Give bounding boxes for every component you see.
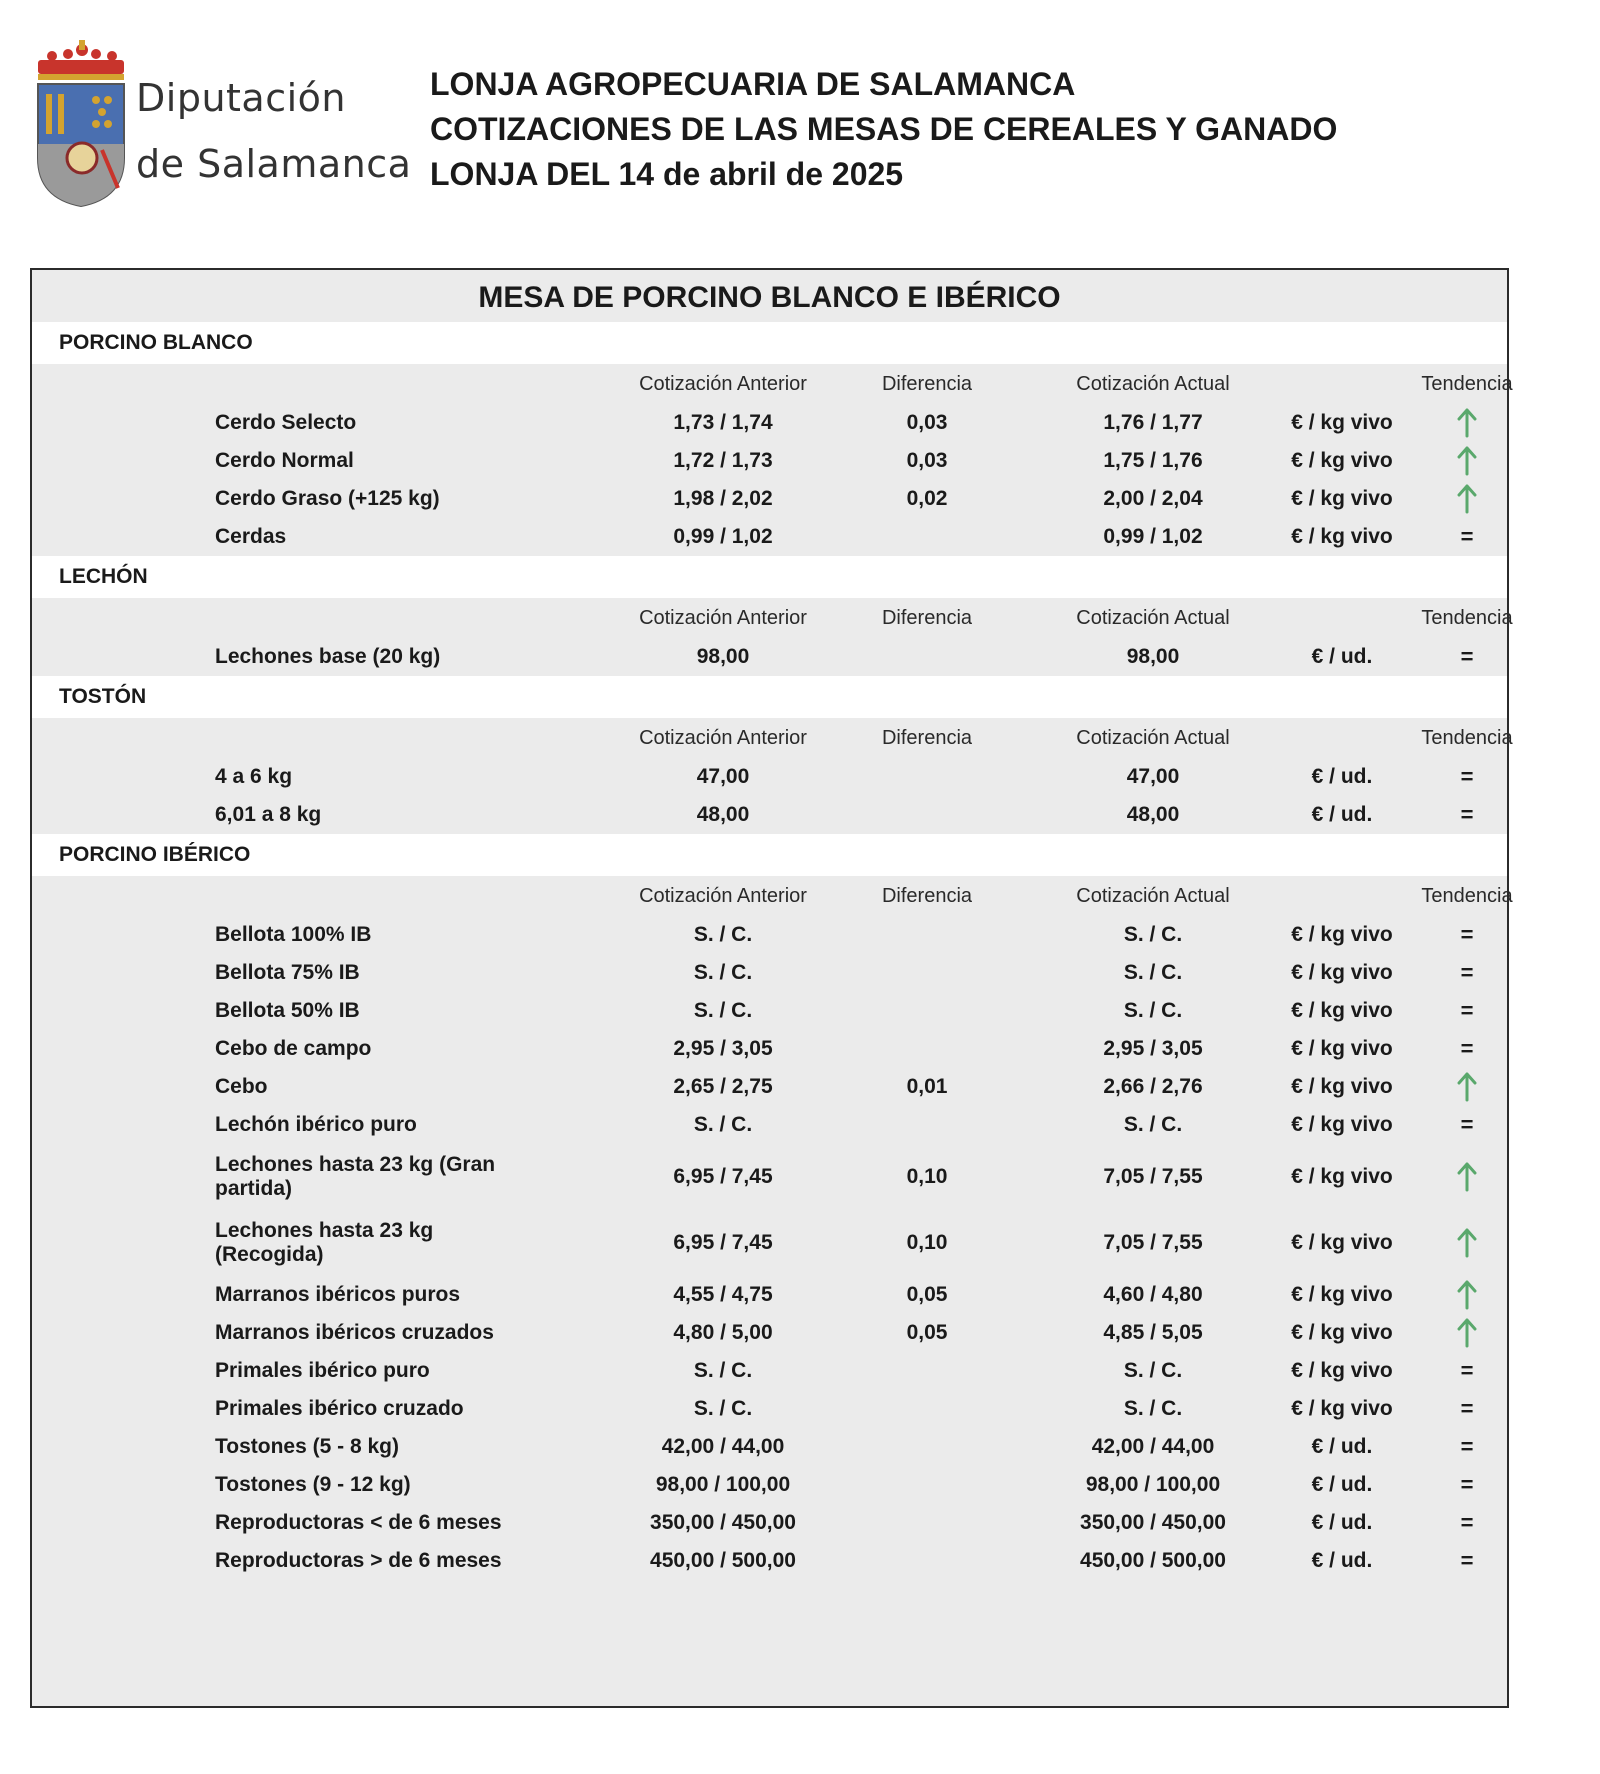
logo-text-line2: de Salamanca xyxy=(136,142,412,186)
unit-label: € / ud. xyxy=(1311,1549,1373,1572)
unit-label: € / ud. xyxy=(1311,1473,1373,1496)
current-quote: 47,00 xyxy=(1126,765,1180,788)
current-quote: 2,66 / 2,76 xyxy=(1103,1075,1203,1098)
difference-value xyxy=(862,1352,992,1390)
table-row xyxy=(32,480,1507,518)
trend-equal: = xyxy=(1460,1548,1474,1573)
difference-value: 0,03 xyxy=(906,411,948,434)
column-header-row xyxy=(32,598,1513,638)
column-header-trend: Tendencia xyxy=(1421,884,1513,907)
previous-quote: S. / C. xyxy=(693,1397,753,1420)
product-name: Primales ibérico puro xyxy=(215,1359,430,1382)
difference-value: 0,05 xyxy=(906,1321,948,1344)
table-row xyxy=(32,1068,1507,1106)
trend-up-arrow-icon xyxy=(1427,1314,1507,1352)
unit-label: € / kg vivo xyxy=(1291,923,1393,946)
unit-label: € / kg vivo xyxy=(1291,1397,1393,1420)
unit-label: € / kg vivo xyxy=(1291,1321,1393,1344)
trend-equal: = xyxy=(1460,524,1474,549)
column-header-previous: Cotización Anterior xyxy=(639,606,807,629)
difference-value xyxy=(862,1390,992,1428)
trend-equal: = xyxy=(1460,764,1474,789)
difference-value xyxy=(862,1030,992,1068)
trend-equal: = xyxy=(1460,1510,1474,1535)
current-quote: S. / C. xyxy=(1123,961,1183,984)
trend-equal: = xyxy=(1460,960,1474,985)
trend-equal: = xyxy=(1460,644,1474,669)
column-header-row xyxy=(32,364,1513,404)
section-header: TOSTÓN xyxy=(32,676,1507,718)
product-name: Lechón ibérico puro xyxy=(215,1113,417,1136)
previous-quote: S. / C. xyxy=(693,961,753,984)
column-header-current: Cotización Actual xyxy=(1076,606,1230,629)
unit-label: € / kg vivo xyxy=(1291,999,1393,1022)
document-headline xyxy=(430,62,1337,197)
current-quote: 350,00 / 450,00 xyxy=(1080,1511,1226,1534)
column-header-row xyxy=(32,876,1513,916)
current-quote: 98,00 xyxy=(1126,645,1180,668)
unit-label: € / kg vivo xyxy=(1291,1359,1393,1382)
difference-value: 0,10 xyxy=(906,1231,948,1254)
trend-up-arrow-icon xyxy=(1427,1068,1507,1106)
previous-quote: 450,00 / 500,00 xyxy=(650,1549,796,1572)
previous-quote: S. / C. xyxy=(693,999,753,1022)
unit-label: € / kg vivo xyxy=(1291,1075,1393,1098)
trend-equal: = xyxy=(1460,1112,1474,1137)
product-name: Reproductoras > de 6 meses xyxy=(215,1549,502,1572)
table-row xyxy=(32,1390,1507,1428)
column-header-difference: Diferencia xyxy=(881,884,973,907)
table-row xyxy=(32,638,1507,676)
table-row xyxy=(32,796,1507,834)
difference-value xyxy=(862,796,992,834)
previous-quote: S. / C. xyxy=(693,923,753,946)
diputacion-salamanca-logo xyxy=(32,38,412,208)
current-quote: 450,00 / 500,00 xyxy=(1080,1549,1226,1572)
product-name: Lechones hasta 23 kg (Recogida) xyxy=(215,1219,434,1266)
table-row xyxy=(32,1542,1507,1580)
trend-equal: = xyxy=(1460,1036,1474,1061)
current-quote: 0,99 / 1,02 xyxy=(1103,525,1203,548)
table-row xyxy=(32,1276,1507,1314)
section-header: PORCINO BLANCO xyxy=(32,322,1507,364)
product-name: Lechones base (20 kg) xyxy=(215,645,441,668)
current-quote: 4,85 / 5,05 xyxy=(1103,1321,1203,1344)
difference-value xyxy=(862,518,992,556)
table-row xyxy=(32,758,1507,796)
previous-quote: S. / C. xyxy=(693,1113,753,1136)
column-header-current: Cotización Actual xyxy=(1076,884,1230,907)
trend-up-arrow-icon xyxy=(1427,404,1507,442)
difference-value xyxy=(862,638,992,676)
current-quote: 4,60 / 4,80 xyxy=(1103,1283,1203,1306)
previous-quote: 1,98 / 2,02 xyxy=(673,487,773,510)
column-header-previous: Cotización Anterior xyxy=(639,884,807,907)
unit-label: € / kg vivo xyxy=(1291,1283,1393,1306)
product-name: Bellota 75% IB xyxy=(215,961,360,984)
unit-label: € / kg vivo xyxy=(1291,1113,1393,1136)
previous-quote: 4,55 / 4,75 xyxy=(673,1283,773,1306)
difference-value xyxy=(862,916,992,954)
section-header: PORCINO IBÉRICO xyxy=(32,834,1507,876)
column-header-previous: Cotización Anterior xyxy=(639,372,807,395)
product-name: 4 a 6 kg xyxy=(215,765,293,788)
product-name: Bellota 100% IB xyxy=(215,923,372,946)
trend-equal: = xyxy=(1460,922,1474,947)
table-row xyxy=(32,1144,1507,1210)
previous-quote: 6,95 / 7,45 xyxy=(673,1231,773,1254)
previous-quote: 6,95 / 7,45 xyxy=(673,1165,773,1188)
current-quote: 42,00 / 44,00 xyxy=(1091,1435,1215,1458)
previous-quote: 1,73 / 1,74 xyxy=(673,411,773,434)
column-header-difference: Diferencia xyxy=(881,726,973,749)
section-header: LECHÓN xyxy=(32,556,1507,598)
headline-line3: LONJA DEL 14 de abril de 2025 xyxy=(430,156,904,192)
current-quote: 7,05 / 7,55 xyxy=(1103,1165,1203,1188)
unit-label: € / ud. xyxy=(1311,1511,1373,1534)
difference-value xyxy=(862,954,992,992)
unit-label: € / kg vivo xyxy=(1291,449,1393,472)
product-name: Reproductoras < de 6 meses xyxy=(215,1511,502,1534)
headline-line2: COTIZACIONES DE LAS MESAS DE CEREALES Y GANADO xyxy=(430,111,1338,147)
unit-label: € / kg vivo xyxy=(1291,487,1393,510)
current-quote: S. / C. xyxy=(1123,923,1183,946)
product-name: Cerdas xyxy=(215,525,287,548)
difference-value: 0,05 xyxy=(906,1283,948,1306)
current-quote: 48,00 xyxy=(1126,803,1180,826)
difference-value: 0,03 xyxy=(906,449,948,472)
previous-quote: 350,00 / 450,00 xyxy=(650,1511,796,1534)
table-row xyxy=(32,1428,1507,1466)
trend-up-arrow-icon xyxy=(1427,442,1507,480)
previous-quote: 42,00 / 44,00 xyxy=(661,1435,785,1458)
difference-value xyxy=(862,1504,992,1542)
difference-value xyxy=(862,1542,992,1580)
table-row xyxy=(32,954,1507,992)
current-quote: S. / C. xyxy=(1123,1397,1183,1420)
column-header-current: Cotización Actual xyxy=(1076,726,1230,749)
current-quote: 2,00 / 2,04 xyxy=(1103,487,1203,510)
unit-label: € / ud. xyxy=(1311,803,1373,826)
unit-label: € / kg vivo xyxy=(1291,411,1393,434)
column-header-row xyxy=(32,718,1513,758)
product-name: Primales ibérico cruzado xyxy=(215,1397,464,1420)
table-row xyxy=(32,1314,1507,1352)
unit-label: € / kg vivo xyxy=(1291,525,1393,548)
product-name: Lechones hasta 23 kg (Gran partida) xyxy=(215,1153,496,1200)
table-row xyxy=(32,1210,1507,1276)
product-name: Cerdo Graso (+125 kg) xyxy=(215,487,440,510)
previous-quote: 2,95 / 3,05 xyxy=(673,1037,773,1060)
product-name: 6,01 a 8 kg xyxy=(215,803,322,826)
trend-equal: = xyxy=(1460,1358,1474,1383)
trend-equal: = xyxy=(1460,1434,1474,1459)
product-name: Bellota 50% IB xyxy=(215,999,360,1022)
trend-up-arrow-icon xyxy=(1427,480,1507,518)
column-header-trend: Tendencia xyxy=(1421,606,1513,629)
table-row xyxy=(32,1106,1507,1144)
quotes-table xyxy=(30,268,1513,1708)
current-quote: S. / C. xyxy=(1123,1113,1183,1136)
table-row xyxy=(32,1352,1507,1390)
difference-value xyxy=(862,1466,992,1504)
table-row xyxy=(32,518,1507,556)
unit-label: € / kg vivo xyxy=(1291,1231,1393,1254)
previous-quote: 98,00 / 100,00 xyxy=(655,1473,791,1496)
coat-of-arms-icon xyxy=(32,38,132,208)
difference-value xyxy=(862,1106,992,1144)
trend-up-arrow-icon xyxy=(1427,1144,1507,1210)
trend-up-arrow-icon xyxy=(1427,1276,1507,1314)
unit-label: € / ud. xyxy=(1311,1435,1373,1458)
table-row xyxy=(32,1466,1507,1504)
current-quote: 2,95 / 3,05 xyxy=(1103,1037,1203,1060)
product-name: Tostones (9 - 12 kg) xyxy=(215,1473,411,1496)
trend-equal: = xyxy=(1460,1396,1474,1421)
product-name: Tostones (5 - 8 kg) xyxy=(215,1435,399,1458)
unit-label: € / ud. xyxy=(1311,765,1373,788)
product-name: Marranos ibéricos cruzados xyxy=(215,1321,494,1344)
difference-value: 0,10 xyxy=(906,1165,948,1188)
product-name: Cebo xyxy=(215,1075,268,1098)
previous-quote: 2,65 / 2,75 xyxy=(673,1075,773,1098)
logo-text-line1: Diputación xyxy=(136,76,346,120)
table-row xyxy=(32,404,1507,442)
current-quote: 98,00 / 100,00 xyxy=(1085,1473,1221,1496)
difference-value: 0,01 xyxy=(906,1075,948,1098)
column-header-difference: Diferencia xyxy=(881,606,973,629)
table-title: MESA DE PORCINO BLANCO E IBÉRICO xyxy=(478,281,1061,314)
trend-equal: = xyxy=(1460,1472,1474,1497)
table-row xyxy=(32,1030,1507,1068)
difference-value xyxy=(862,1428,992,1466)
difference-value: 0,02 xyxy=(906,487,948,510)
unit-label: € / kg vivo xyxy=(1291,961,1393,984)
product-name: Cerdo Selecto xyxy=(215,411,357,434)
previous-quote: 47,00 xyxy=(696,765,750,788)
table-row xyxy=(32,916,1507,954)
previous-quote: 4,80 / 5,00 xyxy=(673,1321,773,1344)
previous-quote: 1,72 / 1,73 xyxy=(673,449,773,472)
current-quote: 1,76 / 1,77 xyxy=(1103,411,1203,434)
product-name: Marranos ibéricos puros xyxy=(215,1283,461,1306)
current-quote: S. / C. xyxy=(1123,1359,1183,1382)
difference-value xyxy=(862,992,992,1030)
column-header-previous: Cotización Anterior xyxy=(639,726,807,749)
table-row xyxy=(32,1504,1507,1542)
trend-equal: = xyxy=(1460,998,1474,1023)
trend-equal: = xyxy=(1460,802,1474,827)
current-quote: S. / C. xyxy=(1123,999,1183,1022)
current-quote: 7,05 / 7,55 xyxy=(1103,1231,1203,1254)
previous-quote: S. / C. xyxy=(693,1359,753,1382)
previous-quote: 98,00 xyxy=(696,645,750,668)
previous-quote: 0,99 / 1,02 xyxy=(673,525,773,548)
headline-line1: LONJA AGROPECUARIA DE SALAMANCA xyxy=(430,66,1076,102)
column-header-difference: Diferencia xyxy=(881,372,973,395)
unit-label: € / kg vivo xyxy=(1291,1165,1393,1188)
table-row xyxy=(32,992,1507,1030)
unit-label: € / ud. xyxy=(1311,645,1373,668)
difference-value xyxy=(862,758,992,796)
previous-quote: 48,00 xyxy=(696,803,750,826)
current-quote: 1,75 / 1,76 xyxy=(1103,449,1203,472)
table-row xyxy=(32,442,1507,480)
column-header-trend: Tendencia xyxy=(1421,726,1513,749)
column-header-trend: Tendencia xyxy=(1421,372,1513,395)
unit-label: € / kg vivo xyxy=(1291,1037,1393,1060)
product-name: Cebo de campo xyxy=(215,1037,372,1060)
trend-up-arrow-icon xyxy=(1427,1210,1507,1276)
product-name: Cerdo Normal xyxy=(215,449,354,472)
column-header-current: Cotización Actual xyxy=(1076,372,1230,395)
